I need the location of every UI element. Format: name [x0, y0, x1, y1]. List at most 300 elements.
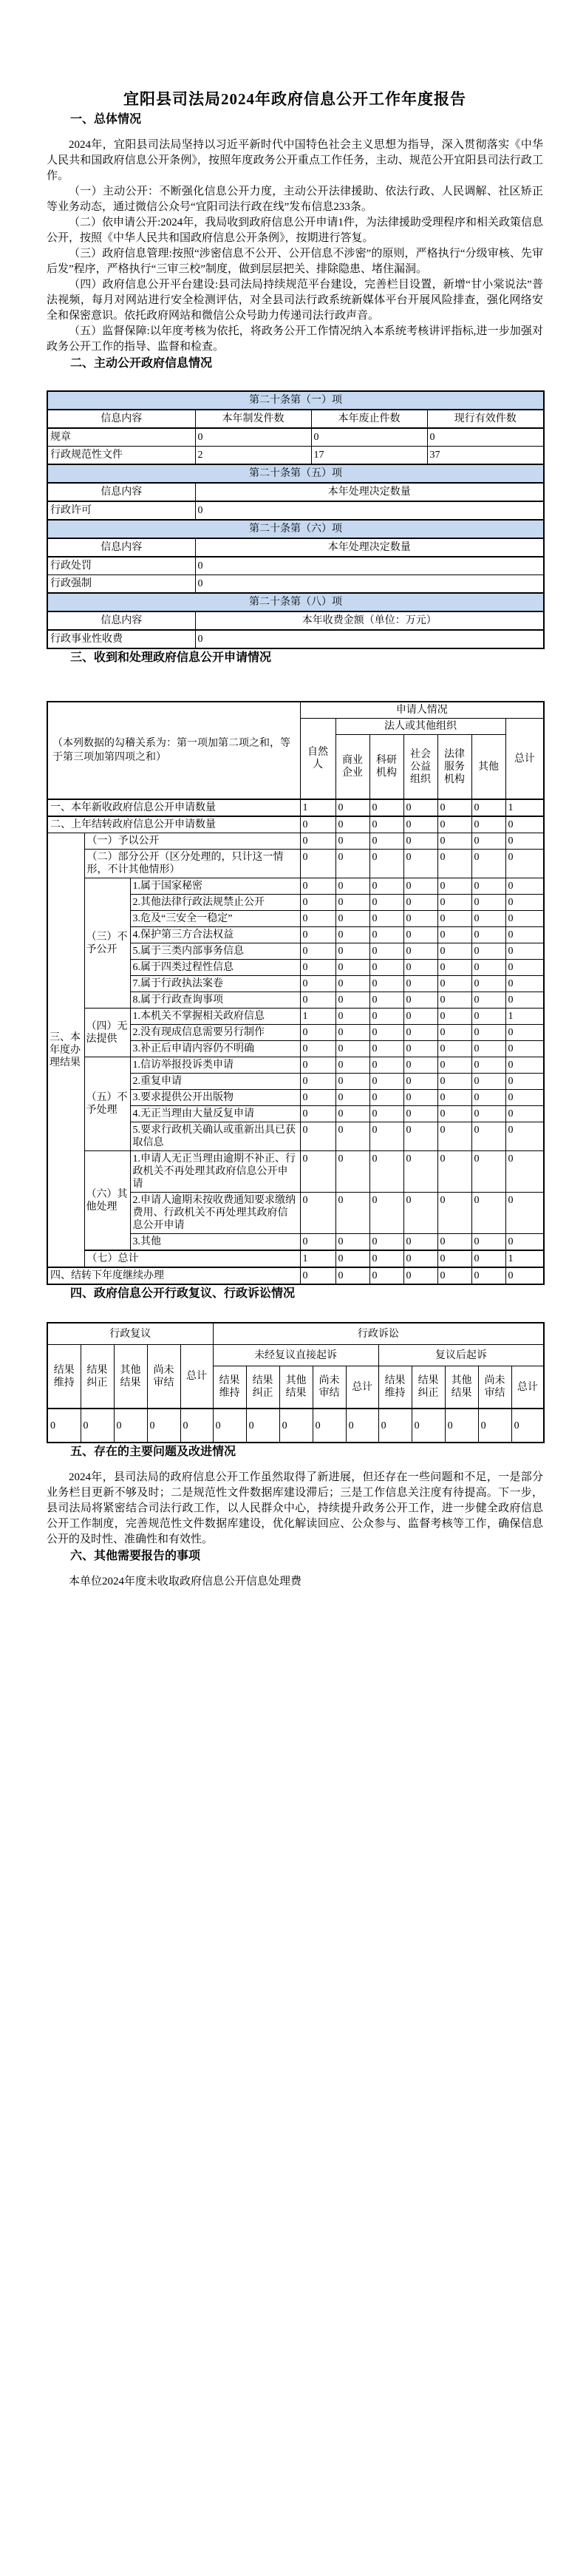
table-row — [47, 391, 544, 410]
paragraph: （四）政府信息公开平台建设:县司法局持续规范平台建设，完善栏目设置，新增“甘小棠说法”普法视频，每月对网站进行安全检测评估，对全县司法行政系统新媒体平台开展风险排查，强化网络安全和保密意识。依托政府网站和微信公众号助力传递司法行政声音。 — [47, 279, 543, 322]
value-cell: 0 — [403, 816, 437, 833]
table4-values-row — [47, 1409, 544, 1443]
value-cell: 0 — [335, 1193, 369, 1234]
column-header: 总计 — [346, 1366, 378, 1409]
value-cell: 0 — [403, 1009, 437, 1025]
column-header: 尚未审结 — [478, 1366, 511, 1409]
value-cell: 0 — [437, 850, 471, 878]
other-org-header: 其他 — [471, 735, 505, 800]
value-cell: 0 — [335, 1009, 369, 1025]
value-cell: 0 — [471, 1106, 505, 1122]
value-cell: 0 — [403, 1234, 437, 1251]
value-cell: 0 — [369, 1057, 403, 1074]
value-cell: 0 — [403, 976, 437, 992]
value-cell: 0 — [335, 927, 369, 943]
value-cell: 0 — [505, 895, 544, 911]
value-cell: 0 — [369, 960, 403, 976]
value-cell: 0 — [403, 1250, 437, 1267]
value-cell: 0 — [403, 850, 437, 878]
value-cell: 0 — [471, 1057, 505, 1074]
column-header: 总计 — [180, 1345, 213, 1409]
column-header: 结果纠正 — [412, 1366, 445, 1409]
value-cell: 0 — [505, 1074, 544, 1090]
direct-litigation-header: 未经复议直接起诉 — [213, 1345, 378, 1366]
paragraph: （三）政府信息管理:按照“涉密信息不公开、公开信息不涉密”的原则，严格执行“分级审核、先审后发”程序，严格执行“三审三校”制度，做到层层把关、排除隐患、堵住漏洞。 — [47, 248, 543, 275]
value-cell: 0 — [403, 1106, 437, 1122]
column-header: 本年处理决定数量 — [195, 538, 544, 557]
row-label: 二、上年结转政府信息公开申请数量 — [47, 816, 300, 833]
value-cell: 0 — [505, 1106, 544, 1122]
table-row — [47, 630, 544, 648]
value-cell: 0 — [369, 1025, 403, 1041]
value-cell: 0 — [300, 1041, 335, 1057]
value-cell: 0 — [300, 1074, 335, 1090]
value-cell: 0 — [437, 1122, 471, 1151]
value-cell: 0 — [511, 1409, 544, 1443]
value-cell: 0 — [471, 1041, 505, 1057]
value-cell: 0 — [505, 1234, 544, 1251]
table-row — [47, 575, 544, 594]
row-label: 1.信访举报投诉类申请 — [130, 1057, 300, 1074]
value-cell: 0 — [471, 1025, 505, 1041]
row-label: 行政处罚 — [47, 557, 195, 575]
value-cell: 0 — [437, 1250, 471, 1267]
row-label: 1.属于国家秘密 — [130, 878, 300, 895]
value-cell: 0 — [403, 1074, 437, 1090]
value-cell: 0 — [437, 943, 471, 960]
value-cell: 0 — [471, 1250, 505, 1267]
value-cell: 2 — [195, 447, 311, 465]
value-cell: 0 — [335, 895, 369, 911]
value-cell: 0 — [369, 943, 403, 960]
value-cell: 0 — [300, 1193, 335, 1234]
value-cell: 0 — [471, 833, 505, 850]
value-cell: 0 — [335, 1106, 369, 1122]
value-cell: 0 — [471, 992, 505, 1009]
value-cell: 0 — [471, 943, 505, 960]
column-header: 信息内容 — [47, 611, 195, 630]
overview-paragraphs — [47, 138, 543, 355]
value-cell: 0 — [403, 1267, 437, 1284]
value-cell: 0 — [505, 927, 544, 943]
row-label: （一）予以公开 — [84, 833, 300, 850]
value-cell: 0 — [471, 850, 505, 878]
row-label: 规章 — [47, 428, 195, 447]
row-label: 6.属于四类过程性信息 — [130, 960, 300, 976]
table-row — [47, 1151, 544, 1193]
row-label: 4.无正当理由大量反复申请 — [130, 1106, 300, 1122]
section-heading-other-matters: 六、其他需要报告的事项 — [70, 1550, 201, 1562]
value-cell: 0 — [335, 1025, 369, 1041]
column-header: 本年废止件数 — [311, 410, 427, 428]
value-cell: 0 — [335, 816, 369, 833]
value-cell: 0 — [335, 833, 369, 850]
table-row — [47, 520, 544, 538]
value-cell: 0 — [505, 878, 544, 895]
group-label: （六）其他处理 — [84, 1151, 130, 1251]
column-header: 结果维持 — [378, 1366, 412, 1409]
value-cell: 0 — [335, 1090, 369, 1106]
value-cell: 0 — [300, 1025, 335, 1041]
document-body — [0, 87, 586, 1590]
value-cell: 0 — [335, 1057, 369, 1074]
page-title: 宜阳县司法局2024年政府信息公开工作年度报告 — [123, 90, 466, 108]
group-label: 三、本年度办理结果 — [47, 833, 84, 1268]
value-cell: 0 — [505, 1057, 544, 1074]
value-cell: 0 — [369, 1122, 403, 1151]
value-cell: 0 — [369, 1009, 403, 1025]
value-cell: 0 — [300, 833, 335, 850]
value-cell: 0 — [300, 960, 335, 976]
table-row — [47, 464, 544, 483]
row-label: 行政强制 — [47, 575, 195, 594]
value-cell: 0 — [471, 1193, 505, 1234]
value-cell: 0 — [471, 895, 505, 911]
administrative-litigation-header: 行政诉讼 — [213, 1323, 544, 1345]
value-cell: 0 — [403, 943, 437, 960]
natural-person-header: 自然人 — [300, 719, 335, 800]
value-cell: 0 — [300, 976, 335, 992]
section-heading-applications: 三、收到和处理政府信息公开申请情况 — [70, 651, 272, 664]
value-cell: 0 — [403, 960, 437, 976]
table4-subheader-row — [47, 1345, 544, 1366]
value-cell: 0 — [378, 1409, 412, 1443]
column-header: 结果纠正 — [246, 1366, 279, 1409]
value-cell: 0 — [335, 1267, 369, 1284]
value-cell: 0 — [403, 927, 437, 943]
value-cell: 0 — [246, 1409, 279, 1443]
table-row — [47, 816, 544, 833]
value-cell: 0 — [403, 911, 437, 927]
value-cell: 0 — [505, 1025, 544, 1041]
value-cell: 0 — [437, 1193, 471, 1234]
value-cell: 0 — [369, 1106, 403, 1122]
value-cell: 0 — [300, 943, 335, 960]
value-cell: 0 — [471, 816, 505, 833]
column-header: 本年处理决定数量 — [195, 483, 544, 501]
value-cell: 0 — [369, 816, 403, 833]
row-label: 行政规范性文件 — [47, 447, 195, 465]
row-label: 2.其他法律行政法规禁止公开 — [130, 895, 300, 911]
table-row — [47, 833, 544, 850]
row-label: 5.属于三类内部事务信息 — [130, 943, 300, 960]
group-label: （四）无法提供 — [84, 1009, 130, 1057]
value-cell: 37 — [427, 447, 544, 465]
paragraph: （一）主动公开：不断强化信息公开力度，主动公开法律援助、依法行政、人民调解、社区矫正等业务动态，通过微信公众号“宜阳司法行政在线”发布信息233条。 — [47, 186, 543, 213]
value-cell: 0 — [471, 799, 505, 816]
value-cell: 0 — [300, 1151, 335, 1193]
value-cell: 0 — [300, 850, 335, 878]
value-cell: 0 — [195, 575, 544, 594]
table-row — [47, 1009, 544, 1025]
row-label: 3.要求提供公开出版物 — [130, 1090, 300, 1106]
table-row — [47, 878, 544, 895]
value-cell: 0 — [412, 1409, 445, 1443]
value-cell: 0 — [369, 992, 403, 1009]
value-cell: 0 — [471, 1009, 505, 1025]
value-cell: 0 — [300, 1106, 335, 1122]
value-cell: 0 — [505, 976, 544, 992]
value-cell: 0 — [505, 1090, 544, 1106]
table-row — [47, 1057, 544, 1074]
value-cell: 0 — [335, 799, 369, 816]
table-row — [47, 538, 544, 557]
value-cell: 0 — [369, 976, 403, 992]
table-row — [47, 447, 544, 465]
value-cell: 0 — [437, 833, 471, 850]
value-cell: 0 — [369, 1250, 403, 1267]
column-header: 其他结果 — [445, 1366, 478, 1409]
column-header: 信息内容 — [47, 538, 195, 557]
legal-entity-header: 法人或其他组织 — [335, 719, 505, 735]
value-cell: 0 — [335, 1074, 369, 1090]
column-header: 结果维持 — [213, 1366, 246, 1409]
section-heading-proactive-disclosure: 二、主动公开政府信息情况 — [70, 357, 213, 370]
value-cell: 0 — [180, 1409, 213, 1443]
value-cell: 0 — [403, 1025, 437, 1041]
article-20-disclosure-table — [47, 390, 545, 649]
row-label: 8.属于行政查询事项 — [130, 992, 300, 1009]
value-cell: 0 — [437, 1090, 471, 1106]
value-cell: 0 — [505, 1267, 544, 1284]
value-cell: 0 — [403, 1057, 437, 1074]
column-header: 信息内容 — [47, 410, 195, 428]
value-cell: 0 — [300, 816, 335, 833]
column-header: 尚未审结 — [147, 1345, 180, 1409]
row-label: （二）部分公开（区分处理的，只计这一情形，不计其他情形） — [84, 850, 300, 878]
group-label: （五）不予处理 — [84, 1057, 130, 1151]
value-cell: 0 — [403, 1090, 437, 1106]
value-cell: 0 — [300, 1234, 335, 1251]
value-cell: 0 — [195, 428, 311, 447]
value-cell: 0 — [471, 911, 505, 927]
value-cell: 0 — [478, 1409, 511, 1443]
band-title: 第二十条第（八）项 — [47, 593, 544, 611]
value-cell: 0 — [300, 1122, 335, 1151]
value-cell: 0 — [505, 833, 544, 850]
value-cell: 0 — [369, 1041, 403, 1057]
value-cell: 0 — [403, 1193, 437, 1234]
article-20-table-body — [47, 391, 544, 648]
value-cell: 0 — [335, 992, 369, 1009]
value-cell: 0 — [437, 992, 471, 1009]
row-label: 1.申请人无正当理由逾期不补正、行政机关不再处理其政府信息公开申请 — [130, 1151, 300, 1193]
value-cell: 0 — [213, 1409, 246, 1443]
value-cell: 0 — [369, 1074, 403, 1090]
value-cell: 0 — [471, 1267, 505, 1284]
value-cell: 0 — [505, 960, 544, 976]
row-label: 四、结转下年度继续办理 — [47, 1267, 300, 1284]
value-cell: 0 — [437, 911, 471, 927]
value-cell: 0 — [346, 1409, 378, 1443]
value-cell: 0 — [279, 1409, 313, 1443]
value-cell: 0 — [437, 1267, 471, 1284]
row-label: 3.危及“三安全一稳定” — [130, 911, 300, 927]
band-title: 第二十条第（一）项 — [47, 391, 544, 410]
row-label: 7.属于行政执法案卷 — [130, 976, 300, 992]
value-cell: 0 — [369, 850, 403, 878]
value-cell: 0 — [505, 1041, 544, 1057]
value-cell: 0 — [311, 428, 427, 447]
value-cell: 0 — [114, 1409, 147, 1443]
paragraph: 本单位2024年度未收取政府信息公开信息处理费 — [69, 1576, 302, 1587]
value-cell: 0 — [403, 1122, 437, 1151]
paragraph: （五）监督保障:以年度考核为依托，将政务公开工作情况纳入本系统考核讲评指标,进一步加强对政务公开工作的指导、监督和检查。 — [47, 325, 543, 353]
column-header: 本年收费金额（单位：万元） — [195, 611, 544, 630]
table-row — [47, 483, 544, 501]
row-label: 5.要求行政机关确认或重新出具已获取信息 — [130, 1122, 300, 1151]
value-cell: 0 — [471, 927, 505, 943]
value-cell: 0 — [335, 1250, 369, 1267]
value-cell: 0 — [195, 630, 544, 648]
value-cell: 1 — [505, 1250, 544, 1267]
value-cell: 1 — [300, 1250, 335, 1267]
value-cell: 0 — [403, 1041, 437, 1057]
value-cell: 17 — [311, 447, 427, 465]
value-cell: 0 — [437, 960, 471, 976]
legal-service-org-header: 法律服务机构 — [437, 735, 471, 800]
value-cell: 0 — [403, 895, 437, 911]
value-cell: 0 — [335, 960, 369, 976]
row-label: 2.没有现成信息需要另行制作 — [130, 1025, 300, 1041]
value-cell: 0 — [81, 1409, 114, 1443]
value-cell: 0 — [369, 1151, 403, 1193]
value-cell: 0 — [300, 1057, 335, 1074]
table-row — [47, 410, 544, 428]
value-cell: 0 — [471, 1234, 505, 1251]
table-row — [47, 1267, 544, 1284]
table-row — [47, 611, 544, 630]
value-cell: 0 — [300, 911, 335, 927]
row-label: 行政许可 — [47, 501, 195, 520]
applications-table-body — [47, 799, 544, 1284]
column-header: 其他结果 — [114, 1345, 147, 1409]
value-cell: 0 — [445, 1409, 478, 1443]
column-header: 总计 — [511, 1366, 544, 1409]
value-cell: 0 — [335, 1041, 369, 1057]
value-cell: 0 — [195, 557, 544, 575]
column-header: 结果维持 — [47, 1345, 81, 1409]
value-cell: 0 — [403, 878, 437, 895]
value-cell: 0 — [335, 1234, 369, 1251]
commercial-enterprise-header: 商业企业 — [335, 735, 369, 800]
value-cell: 0 — [300, 927, 335, 943]
value-cell: 0 — [437, 1057, 471, 1074]
row-label: 行政事业性收费 — [47, 630, 195, 648]
value-cell: 0 — [300, 895, 335, 911]
group-label: （三）不予公开 — [84, 878, 130, 1009]
value-cell: 0 — [369, 911, 403, 927]
value-cell: 0 — [369, 1090, 403, 1106]
value-cell: 0 — [369, 1267, 403, 1284]
reconciliation-note: （本列数据的勾稽关系为：第一项加第二项之和，等于第三项加第四项之和） — [47, 702, 300, 799]
review-litigation-table — [47, 1322, 545, 1443]
row-label: 3.其他 — [130, 1234, 300, 1251]
value-cell: 0 — [335, 850, 369, 878]
social-welfare-org-header: 社会公益组织 — [403, 735, 437, 800]
value-cell: 0 — [437, 895, 471, 911]
column-header: 其他结果 — [279, 1366, 313, 1409]
value-cell: 0 — [369, 927, 403, 943]
value-cell: 0 — [369, 1193, 403, 1234]
value-cell: 0 — [505, 1151, 544, 1193]
section-heading-overview: 一、总体情况 — [70, 113, 142, 126]
value-cell: 0 — [403, 799, 437, 816]
report-page — [0, 87, 586, 2576]
table-row — [47, 557, 544, 575]
value-cell: 0 — [471, 1122, 505, 1151]
value-cell: 0 — [471, 1090, 505, 1106]
value-cell: 0 — [427, 428, 544, 447]
value-cell: 0 — [437, 878, 471, 895]
value-cell: 0 — [505, 850, 544, 878]
value-cell: 0 — [369, 1234, 403, 1251]
value-cell: 1 — [300, 1009, 335, 1025]
post-review-litigation-header: 复议后起诉 — [378, 1345, 544, 1366]
value-cell: 1 — [300, 799, 335, 816]
row-label: 一、本年新收政府信息公开申请数量 — [47, 799, 300, 816]
value-cell: 0 — [369, 833, 403, 850]
value-cell: 0 — [505, 943, 544, 960]
value-cell: 0 — [369, 878, 403, 895]
value-cell: 0 — [505, 816, 544, 833]
value-cell: 0 — [300, 878, 335, 895]
band-title: 第二十条第（六）项 — [47, 520, 544, 538]
section-heading-review-litigation: 四、政府信息公开行政复议、行政诉讼情况 — [70, 1287, 296, 1300]
administrative-review-header: 行政复议 — [47, 1323, 213, 1345]
value-cell: 0 — [403, 1151, 437, 1193]
row-label: （七）总计 — [84, 1250, 300, 1267]
value-cell: 0 — [471, 976, 505, 992]
table-row — [47, 850, 544, 878]
column-header: 尚未审结 — [313, 1366, 346, 1409]
value-cell: 0 — [300, 992, 335, 1009]
row-label: 4.保护第三方合法权益 — [130, 927, 300, 943]
value-cell: 0 — [403, 992, 437, 1009]
value-cell: 0 — [437, 1025, 471, 1041]
column-header: 信息内容 — [47, 483, 195, 501]
value-cell: 0 — [437, 1106, 471, 1122]
row-label: 2.申请人逾期未按收费通知要求缴纳费用、行政机关不再处理其政府信息公开申请 — [130, 1193, 300, 1234]
value-cell: 0 — [335, 1122, 369, 1151]
row-label: 2.重复申请 — [130, 1074, 300, 1090]
column-header: 本年制发件数 — [195, 410, 311, 428]
research-institution-header: 科研机构 — [369, 735, 403, 800]
value-cell: 0 — [437, 1151, 471, 1193]
value-cell: 0 — [335, 911, 369, 927]
value-cell: 0 — [403, 833, 437, 850]
value-cell: 0 — [300, 1090, 335, 1106]
table-row — [47, 593, 544, 611]
paragraph: 2024年，宜阳县司法局坚持以习近平新时代中国特色社会主义思想为指导，深入贯彻落实《中华人民共和国政府信息公开条例》，按照年度政务公开重点工作任务，主动、规范公开宜阳县司法行政工作。 — [47, 139, 543, 182]
value-cell: 0 — [505, 1122, 544, 1151]
table-row — [47, 428, 544, 447]
value-cell: 0 — [471, 1151, 505, 1193]
value-cell: 0 — [335, 878, 369, 895]
applications-table — [47, 701, 545, 1285]
value-cell: 0 — [505, 1193, 544, 1234]
value-cell: 0 — [437, 816, 471, 833]
applicant-situation-header: 申请人情况 — [300, 702, 544, 719]
value-cell: 0 — [195, 501, 544, 520]
value-cell: 0 — [313, 1409, 346, 1443]
value-cell: 0 — [437, 799, 471, 816]
value-cell: 1 — [505, 799, 544, 816]
row-label: 1.本机关不掌握相关政府信息 — [130, 1009, 300, 1025]
value-cell: 0 — [471, 960, 505, 976]
value-cell: 0 — [335, 1151, 369, 1193]
value-cell: 0 — [437, 1041, 471, 1057]
